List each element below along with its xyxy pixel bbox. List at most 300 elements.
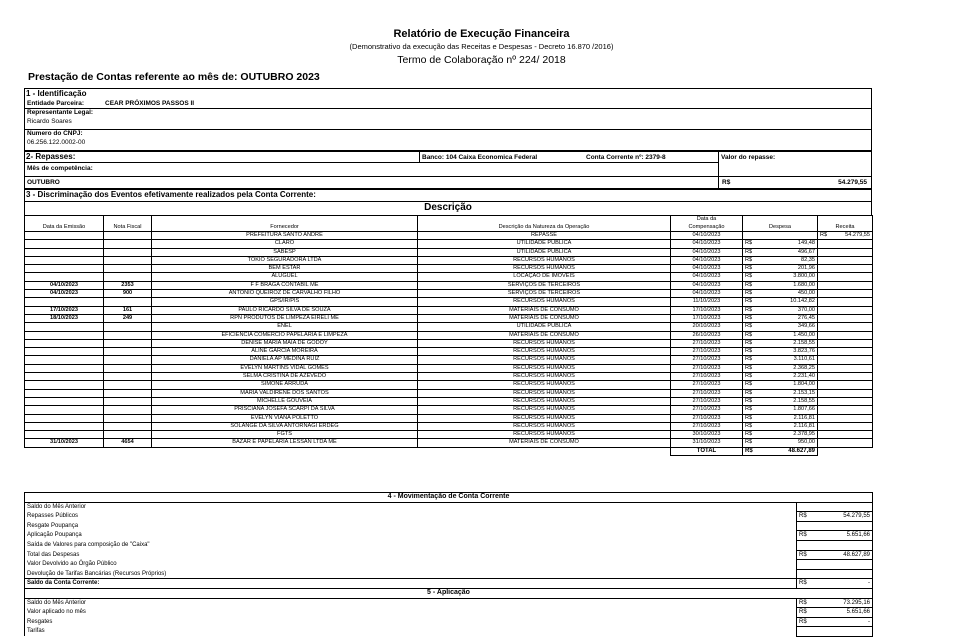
cnpj-value: 06.256.122.0002-00 (27, 139, 86, 146)
nature-cell: RECURSOS HUMANOS (418, 422, 671, 430)
nature-cell: MATERIAIS DE CONSUMO (418, 306, 671, 314)
col-supplier: Fornecedor (152, 224, 418, 232)
table-row (25, 314, 873, 322)
compensation-cell: 31/10/2023 (671, 439, 743, 447)
invoice-cell (104, 248, 152, 256)
supplier-cell: ALINE GARCIA MOREIRA (152, 348, 418, 356)
issue-date-cell (25, 265, 104, 273)
currency-label: R$ (799, 618, 807, 625)
table-row (25, 422, 873, 430)
currency-label: R$ (745, 273, 753, 280)
expense-value: 2.116,81 (793, 414, 815, 421)
revenue-cell (818, 323, 873, 331)
movement-label: Resgates (25, 617, 797, 627)
issue-date-cell (25, 273, 104, 281)
invoice-cell (104, 348, 152, 356)
revenue-cell (818, 265, 873, 273)
description-title: Descrição (424, 202, 472, 213)
movement-row (25, 569, 873, 579)
currency-label: R$ (745, 265, 753, 272)
table-row (25, 414, 873, 422)
supplier-cell: SIMONE ARRUDA (152, 381, 418, 389)
supplier-cell: ALUGUEL (152, 273, 418, 281)
expense-value: 10.142,82 (790, 298, 815, 305)
expense-cell (743, 314, 818, 322)
nature-cell: RECURSOS HUMANOS (418, 397, 671, 405)
expense-cell (743, 273, 818, 281)
currency-label: R$ (745, 248, 753, 255)
expense-value: 276,45 (797, 314, 815, 321)
supplier-cell: TOKIO SEGURADORA LTDA (152, 256, 418, 264)
currency-label: R$ (745, 414, 753, 421)
expense-cell (743, 281, 818, 289)
currency-label: R$ (745, 381, 753, 388)
revenue-cell (818, 290, 873, 298)
expense-value: 3.110,61 (793, 356, 815, 363)
currency-label: R$ (745, 240, 753, 247)
compensation-cell: 17/10/2023 (671, 306, 743, 314)
nature-cell: RECURSOS HUMANOS (418, 364, 671, 372)
table-row (25, 306, 873, 314)
compensation-cell: 04/10/2023 (671, 256, 743, 264)
revenue-cell (818, 248, 873, 256)
issue-date-cell (25, 422, 104, 430)
expense-cell (743, 331, 818, 339)
invoice-cell: 249 (104, 314, 152, 322)
revenue-cell (818, 406, 873, 414)
supplier-cell: EFICIENCIA COMERCIO PAPELARIA E LIMPEZA (152, 331, 418, 339)
compensation-cell: 27/10/2023 (671, 381, 743, 389)
table-row (25, 248, 873, 256)
compensation-cell: 27/10/2023 (671, 373, 743, 381)
expense-value: 2.378,95 (793, 431, 815, 438)
application-row (25, 598, 873, 608)
revenue-cell (818, 414, 873, 422)
supplier-cell: DANIELA AP MEDINA RUIZ (152, 356, 418, 364)
currency-label: R$ (745, 290, 753, 297)
invoice-cell: 161 (104, 306, 152, 314)
table-row (25, 298, 873, 306)
transfer-value: 54.279,55 (838, 179, 867, 186)
movement-label: Valor aplicado no mês (25, 608, 797, 618)
movement-label: Saldo da Conta Corrente: (25, 579, 797, 589)
compensation-cell: 27/10/2023 (671, 356, 743, 364)
invoice-cell (104, 339, 152, 347)
invoice-cell (104, 406, 152, 414)
nature-cell: MATERIAIS DE CONSUMO (418, 331, 671, 339)
invoice-cell (104, 232, 152, 240)
issue-date-cell: 31/10/2023 (25, 439, 104, 447)
currency-label: R$ (820, 232, 828, 238)
movement-label: Tarifas (25, 627, 797, 637)
issue-date-cell (25, 348, 104, 356)
expense-value: 3.823,76 (793, 348, 815, 355)
table-row (25, 339, 873, 347)
application-row (25, 627, 873, 637)
currency-label: R$ (745, 447, 753, 454)
total-cell (743, 447, 818, 455)
expense-value: 2.153,15 (793, 389, 815, 396)
invoice-cell (104, 397, 152, 405)
movement-row (25, 550, 873, 560)
table-row (25, 290, 873, 298)
currency-label: R$ (745, 256, 753, 263)
table-row (25, 364, 873, 372)
compensation-cell: 27/10/2023 (671, 406, 743, 414)
issue-date-cell: 04/10/2023 (25, 290, 104, 298)
expense-value: 201,96 (797, 265, 815, 272)
currency-label: R$ (745, 389, 753, 396)
supplier-cell: MARIA VALDIRENE DOS SANTOS (152, 389, 418, 397)
currency-label: R$ (745, 422, 753, 429)
compensation-cell: 20/10/2023 (671, 323, 743, 331)
expense-value: 370,00 (797, 306, 815, 313)
compensation-cell: 04/10/2023 (671, 248, 743, 256)
currency-label: R$ (745, 356, 753, 363)
revenue-cell (818, 314, 873, 322)
issue-date-cell (25, 339, 104, 347)
supplier-cell: EVELYN MARTINS VIDAL GOMES (152, 364, 418, 372)
nature-cell: UTILIDADE PUBLICA (418, 323, 671, 331)
currency-label: R$ (799, 551, 807, 558)
invoice-cell (104, 414, 152, 422)
expense-value: 950,00 (797, 439, 815, 446)
compensation-cell: 27/10/2023 (671, 348, 743, 356)
issue-date-cell (25, 431, 104, 439)
revenue-cell (818, 356, 873, 364)
discrimination-heading-box (24, 189, 872, 216)
table-row (25, 265, 873, 273)
supplier-cell: MICHELLE GOUVEIA (152, 397, 418, 405)
nature-cell: RECURSOS HUMANOS (418, 356, 671, 364)
competence-month-label: Mês de competência: (27, 165, 93, 172)
currency-label: R$ (745, 431, 753, 438)
invoice-cell (104, 373, 152, 381)
invoice-cell (104, 256, 152, 264)
currency-label: R$ (745, 373, 753, 380)
revenue-cell (818, 422, 873, 430)
table-row (25, 348, 873, 356)
invoice-cell: 4654 (104, 439, 152, 447)
repasses-heading: 2- Repasses: (26, 152, 76, 161)
nature-cell: UTILIDADE PUBLICA (418, 248, 671, 256)
movement-value: 5.651,66 (846, 532, 870, 539)
invoice-cell (104, 331, 152, 339)
nature-cell: RECURSOS HUMANOS (418, 381, 671, 389)
issue-date-cell (25, 356, 104, 364)
application-row (25, 617, 873, 627)
supplier-cell: SABESP (152, 248, 418, 256)
nature-cell: RECURSOS HUMANOS (418, 339, 671, 347)
compensation-cell: 04/10/2023 (671, 273, 743, 281)
supplier-cell: PRISCIANA JOSEFA SCARPI DA SILVA (152, 406, 418, 414)
expense-cell (743, 397, 818, 405)
currency-label: R$ (799, 609, 807, 616)
issue-date-cell: 18/10/2023 (25, 314, 104, 322)
expense-value: 1.450,00 (793, 331, 815, 338)
currency-label: R$ (745, 439, 753, 446)
nature-cell: UTILIDADE PUBLICA (418, 240, 671, 248)
currency-label: R$ (745, 306, 753, 313)
table-row (25, 281, 873, 289)
revenue-cell (818, 306, 873, 314)
issue-date-cell (25, 406, 104, 414)
issue-date-cell (25, 298, 104, 306)
movement-label: Saldo do Mês Anterior (25, 502, 797, 512)
movement-row (25, 540, 873, 550)
currency-label: R$ (745, 298, 753, 305)
report-subtitle: (Demonstrativo da execução das Receitas e Despesas - Decreto 16.870 /2016) (349, 42, 614, 51)
nature-cell: RECURSOS HUMANOS (418, 389, 671, 397)
expense-cell (743, 373, 818, 381)
expense-cell (743, 389, 818, 397)
issue-date-cell (25, 240, 104, 248)
movement-label: Resgate Poupança (25, 521, 797, 531)
supplier-cell: ANTONIO QUEIROZ DE CARVALHO FILHO (152, 290, 418, 298)
expense-cell (743, 256, 818, 264)
revenue-cell (818, 431, 873, 439)
issue-date-cell (25, 331, 104, 339)
nature-cell: LOCAÇÃO DE IMOVEIS (418, 273, 671, 281)
compensation-cell: 04/10/2023 (671, 281, 743, 289)
representative-label: Representante Legal: (27, 109, 94, 116)
supplier-cell: EVELYN VIANA POLETTO (152, 414, 418, 422)
table-row (25, 373, 873, 381)
expense-value: 1.804,00 (793, 381, 815, 388)
account-info: Conta Corrente nº: 2379-8 (586, 154, 666, 161)
nature-cell: SERVIÇOS DE TERCEIROS (418, 281, 671, 289)
compensation-cell: 30/10/2023 (671, 431, 743, 439)
issue-date-cell (25, 323, 104, 331)
supplier-cell: CLARO (152, 240, 418, 248)
application-row (25, 608, 873, 618)
nature-cell: MATERIAIS DE CONSUMO (418, 439, 671, 447)
expense-cell (743, 422, 818, 430)
movement-label: Valor Devolvido ao Órgão Público (25, 560, 797, 570)
expense-value: 1.807,66 (793, 406, 815, 413)
issue-date-cell (25, 397, 104, 405)
expense-value: 2.116,81 (793, 422, 815, 429)
compensation-cell: 04/10/2023 (671, 232, 743, 240)
movement-value: - (868, 618, 870, 625)
term-number: Termo de Colaboração nº 224/ 2018 (397, 54, 566, 66)
compensation-cell: 26/10/2023 (671, 331, 743, 339)
issue-date-cell: 04/10/2023 (25, 281, 104, 289)
invoice-cell (104, 364, 152, 372)
compensation-cell: 17/10/2023 (671, 314, 743, 322)
movement-label: Aplicação Poupança (25, 531, 797, 541)
compensation-cell: 04/10/2023 (671, 240, 743, 248)
currency-label: R$ (799, 513, 807, 520)
supplier-cell: PAULO RICARDO SILVA DE SOUZA (152, 306, 418, 314)
table-row (25, 389, 873, 397)
col-issue-date: Data da Emissão (25, 224, 104, 232)
supplier-cell: FGTS (152, 431, 418, 439)
currency-label: R$ (745, 406, 753, 413)
nature-cell: RECURSOS HUMANOS (418, 348, 671, 356)
identification-section (24, 88, 872, 151)
expense-cell (743, 381, 818, 389)
compensation-cell: 27/10/2023 (671, 397, 743, 405)
invoice-cell (104, 323, 152, 331)
revenue-value: 54.279,55 (845, 232, 870, 238)
expense-value: 496,67 (797, 248, 815, 255)
expense-cell (743, 364, 818, 372)
expense-value: 349,66 (797, 323, 815, 330)
compensation-cell: 27/10/2023 (671, 339, 743, 347)
invoice-cell (104, 240, 152, 248)
nature-cell: RECURSOS HUMANOS (418, 265, 671, 273)
issue-date-cell (25, 248, 104, 256)
table-row (25, 256, 873, 264)
total-value: 48.627,89 (788, 447, 815, 454)
currency-label: R$ (799, 580, 807, 587)
invoice-cell: 900 (104, 290, 152, 298)
invoice-cell (104, 381, 152, 389)
col-invoice: Nota Fiscal (104, 224, 152, 232)
table-row (25, 240, 873, 248)
movement-label: Saldo do Mês Anterior (25, 598, 797, 608)
invoice-cell (104, 422, 152, 430)
discrimination-heading: 3 - Discriminação dos Eventos efetivamente realizados pela Conta Corrente: (26, 190, 316, 199)
expense-cell (743, 298, 818, 306)
currency-label: R$ (745, 314, 753, 321)
supplier-cell: BEM ESTAR (152, 265, 418, 273)
compensation-cell: 27/10/2023 (671, 364, 743, 372)
supplier-cell: F F BRAGA CONTABIL ME (152, 281, 418, 289)
competence-month-value: OUTUBRO (27, 179, 60, 186)
expense-cell (743, 406, 818, 414)
issue-date-cell (25, 381, 104, 389)
expense-cell (743, 323, 818, 331)
compensation-cell: 27/10/2023 (671, 389, 743, 397)
expense-cell (743, 431, 818, 439)
transactions-table (24, 215, 873, 456)
cnpj-label: Numero do CNPJ: (27, 130, 83, 137)
nature-cell: REPASSE (418, 232, 671, 240)
expense-value: 2.231,40 (793, 373, 815, 380)
compensation-cell: 04/10/2023 (671, 290, 743, 298)
expense-cell (743, 414, 818, 422)
revenue-cell (818, 273, 873, 281)
expense-cell (743, 290, 818, 298)
revenue-cell (818, 348, 873, 356)
table-row (25, 356, 873, 364)
representative-value: Ricardo Soares (27, 118, 72, 125)
movement-row (25, 502, 873, 512)
revenue-cell (818, 439, 873, 447)
supplier-cell: ENEL (152, 323, 418, 331)
transfer-value-label: Valor do repasse: (721, 154, 776, 161)
period-heading: Prestação de Contas referente ao mês de: OUTUBRO 2023 (28, 71, 320, 83)
currency-label: R$ (799, 599, 807, 606)
col-compensation-line1: Data da (671, 216, 743, 224)
nature-cell: RECURSOS HUMANOS (418, 298, 671, 306)
revenue-cell (818, 256, 873, 264)
movement-value: 5.651,66 (846, 609, 870, 616)
movement-row (25, 521, 873, 531)
table-row (25, 331, 873, 339)
table-row (25, 323, 873, 331)
currency-label: R$ (745, 348, 753, 355)
revenue-cell (818, 381, 873, 389)
movement-row (25, 512, 873, 522)
expense-value: 450,00 (797, 290, 815, 297)
revenue-cell (818, 331, 873, 339)
issue-date-cell (25, 232, 104, 240)
bank-info: Banco: 104 Caixa Economica Federal (422, 154, 538, 161)
movement-row (25, 531, 873, 541)
expense-cell (743, 348, 818, 356)
nature-cell: RECURSOS HUMANOS (418, 373, 671, 381)
col-nature: Descrição da Natureza da Operação (418, 224, 671, 232)
expense-value: 3.800,00 (793, 273, 815, 280)
expense-cell (743, 306, 818, 314)
entity-value: CEAR PRÓXIMOS PASSOS II (105, 100, 195, 107)
col-revenue: Receita (818, 224, 873, 232)
revenue-cell (818, 339, 873, 347)
account-movement-table (24, 492, 873, 637)
table-row (25, 232, 873, 240)
identification-heading: 1 - Identificação (26, 89, 87, 98)
issue-date-cell (25, 364, 104, 372)
table-row (25, 439, 873, 447)
currency-label: R$ (799, 532, 807, 539)
movement-label: Devolução de Tarifas Bancárias (Recursos Próprios) (25, 569, 797, 579)
table-row (25, 397, 873, 405)
nature-cell: MATERIAIS DE CONSUMO (418, 314, 671, 322)
issue-date-cell (25, 389, 104, 397)
expense-cell (743, 339, 818, 347)
table-row (25, 381, 873, 389)
revenue-cell (818, 364, 873, 372)
movement-value: 73.295,16 (843, 599, 870, 606)
total-row (25, 447, 873, 455)
movement-row (25, 560, 873, 570)
revenue-cell (818, 373, 873, 381)
expense-cell (743, 439, 818, 447)
movement-value: 48.627,89 (843, 551, 870, 558)
supplier-cell: SOLANGE DA SILVA ANTORNAGI ERDEG (152, 422, 418, 430)
currency-label: R$ (745, 339, 753, 346)
movement-label: Saída de Valores para composição de "Caixa" (25, 540, 797, 550)
revenue-cell (818, 281, 873, 289)
invoice-cell (104, 273, 152, 281)
expense-value: 2.368,25 (793, 364, 815, 371)
expense-value: 1.680,00 (793, 281, 815, 288)
expense-cell (743, 232, 818, 240)
expense-value: 149,48 (797, 240, 815, 247)
expense-cell (743, 248, 818, 256)
invoice-cell (104, 265, 152, 273)
nature-cell: RECURSOS HUMANOS (418, 256, 671, 264)
supplier-cell: DENISE MARIA MAIA DE GODOY (152, 339, 418, 347)
compensation-cell: 11/10/2023 (671, 298, 743, 306)
movement-label: Repasses Públicos (25, 512, 797, 522)
compensation-cell: 27/10/2023 (671, 422, 743, 430)
supplier-cell: RPN PRODUTOS DE LIMPEZA EIRELI ME (152, 314, 418, 322)
currency-label: R$ (745, 281, 753, 288)
currency-label: R$ (745, 323, 753, 330)
movement-value: - (868, 580, 870, 587)
movement-value: 54.279,55 (843, 513, 870, 520)
invoice-cell (104, 356, 152, 364)
supplier-cell: PREFEITURA SANTO ANDRE (152, 232, 418, 240)
movement-label: Total das Despesas (25, 550, 797, 560)
table-row (25, 431, 873, 439)
table-row (25, 273, 873, 281)
nature-cell: SERVIÇOS DE TERCEIROS (418, 290, 671, 298)
